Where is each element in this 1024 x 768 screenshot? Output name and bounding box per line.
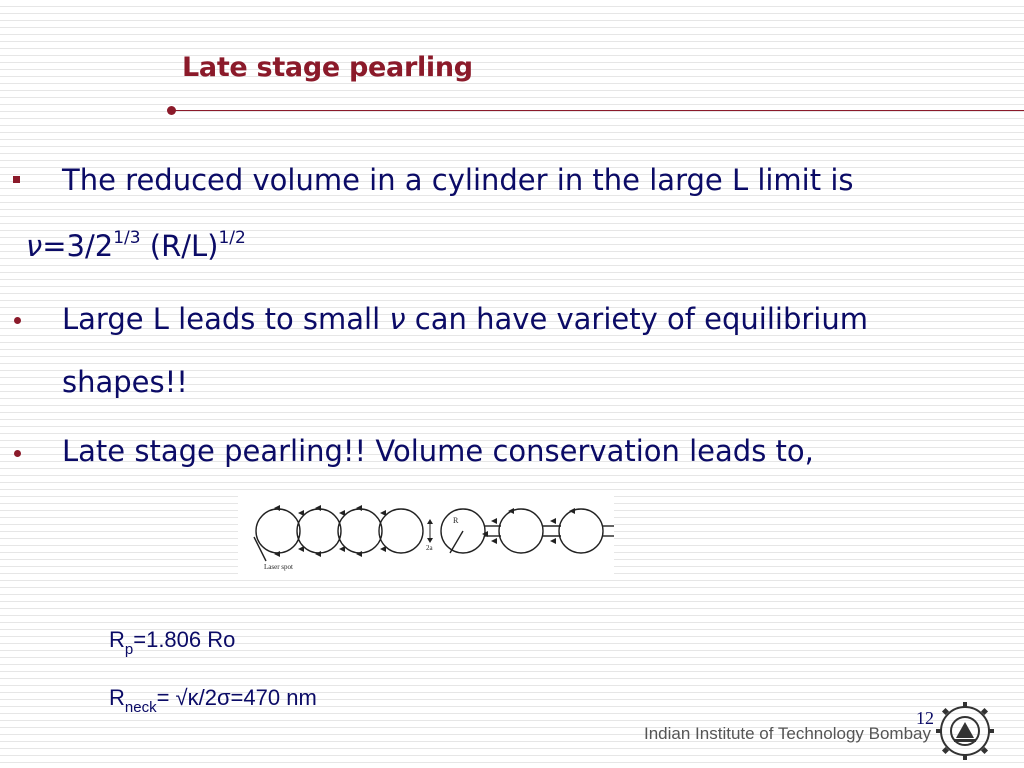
round-bullet-icon xyxy=(14,317,21,324)
figure-label-2a: 2a xyxy=(426,544,433,552)
bullet-reduced-volume: The reduced volume in a cylinder in the large L limit is xyxy=(62,163,854,197)
pearling-figure xyxy=(238,493,614,577)
rp-base: R xyxy=(109,627,125,652)
bullet-large-l xyxy=(62,302,868,336)
bullet-large-l-continuation: shapes!! xyxy=(62,365,188,399)
rp-subscript: p xyxy=(124,641,134,658)
rneck-equation xyxy=(109,685,317,716)
institution-name: Indian Institute of Technology Bombay xyxy=(644,724,931,743)
formula-part1: =3/2 xyxy=(42,229,114,263)
figure-caption-laser-spot: Laser spot xyxy=(264,563,293,571)
round-bullet-icon xyxy=(14,450,21,457)
pearl-circle xyxy=(559,509,603,553)
reduced-volume-formula xyxy=(26,229,246,263)
rneck-base: R xyxy=(109,685,125,710)
square-bullet-icon xyxy=(13,176,20,183)
rneck-subscript: neck xyxy=(124,699,157,716)
bullet-large-l-before: Large L leads to small xyxy=(62,302,390,336)
title-rule xyxy=(172,110,1024,111)
formula-exponent-1: 1/3 xyxy=(113,228,141,248)
rp-value: =1.806 Ro xyxy=(133,627,236,652)
slide-title: Late stage pearling xyxy=(182,52,473,83)
formula-exponent-2: 1/2 xyxy=(218,228,246,248)
pearl-circle xyxy=(499,509,543,553)
bullet-late-stage: Late stage pearling!! Volume conservation leads to, xyxy=(62,434,814,468)
nu-symbol: ν xyxy=(389,302,406,336)
page-number: 12 xyxy=(916,708,934,728)
rneck-value: = √κ/2σ=470 nm xyxy=(156,685,317,710)
nu-symbol: ν xyxy=(26,229,43,263)
formula-part2: (R/L) xyxy=(140,229,219,263)
iit-bombay-logo-icon xyxy=(932,698,998,764)
pearl-circle xyxy=(256,509,300,553)
bullet-large-l-after: can have variety of equilibrium xyxy=(405,302,868,336)
figure-label-r: R xyxy=(453,516,459,525)
pearling-diagram xyxy=(238,493,614,577)
rp-equation xyxy=(109,627,236,658)
